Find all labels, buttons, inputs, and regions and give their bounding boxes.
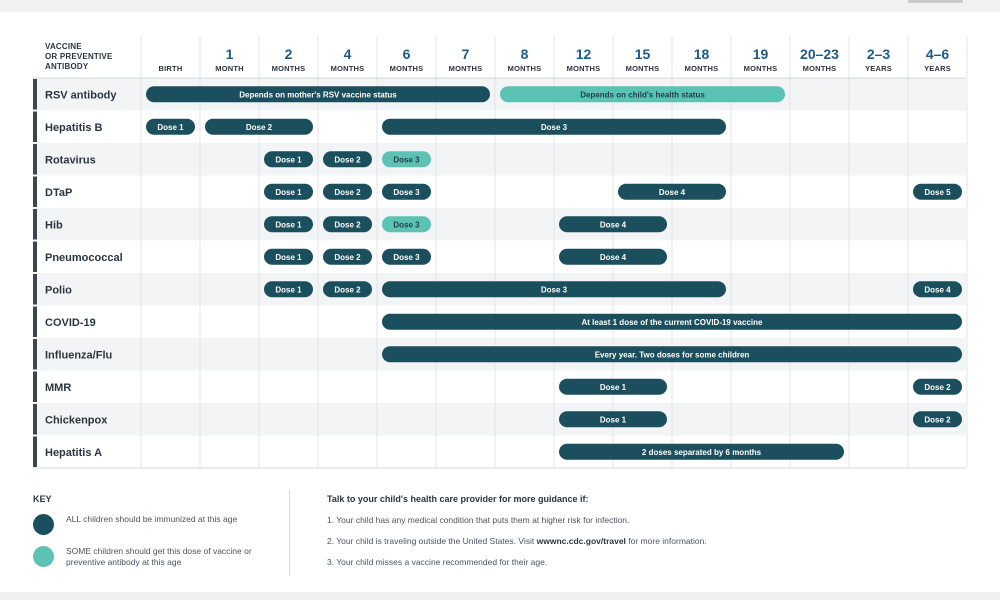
- schedule-bar-label: Dose 2: [924, 415, 951, 425]
- schedule-bar-label: Dose 5: [924, 187, 951, 197]
- guidance-item-2-suffix: for more information.: [625, 536, 707, 546]
- column-header-unit: MONTHS: [566, 64, 601, 73]
- column-header-number: 4–6: [925, 46, 950, 62]
- column-header-number: 1: [225, 46, 234, 62]
- corner-label-line: OR PREVENTIVE: [45, 52, 113, 61]
- legend-item-some: [33, 544, 273, 574]
- schedule-bar-label: Dose 3: [393, 187, 420, 197]
- column-header-number: 15: [634, 46, 651, 62]
- bottom-edge-strip: [0, 592, 1000, 600]
- row-label: DTaP: [45, 186, 73, 199]
- schedule-bar-label: Dose 1: [275, 252, 302, 262]
- column-header-unit: MONTHS: [684, 64, 719, 73]
- schedule-bar-label: Every year. Two doses for some children: [594, 350, 750, 360]
- column-header-number: 8: [520, 46, 529, 62]
- cdc-travel-link[interactable]: wwwnc.cdc.gov/travel: [536, 536, 626, 546]
- row-background: [33, 143, 966, 176]
- corner-label-line: VACCINE: [45, 42, 82, 51]
- column-header-unit: MONTHS: [448, 64, 483, 73]
- schedule-bar-label: Dose 1: [599, 415, 627, 425]
- row-background: [33, 403, 966, 436]
- legend-dot-some-icon: [33, 546, 54, 567]
- schedule-bar-label: Dose 3: [393, 220, 420, 230]
- column-header-number: 19: [752, 46, 769, 62]
- schedule-bar-label: Dose 2: [334, 187, 361, 197]
- column-header-unit: MONTHS: [625, 64, 660, 73]
- column-header-unit: MONTHS: [330, 64, 365, 73]
- guidance-item-2-text: 2. Your child is traveling outside the United States. Visit: [327, 536, 537, 546]
- column-header-unit: MONTH: [215, 64, 244, 73]
- column-header-number: 20–23: [800, 46, 839, 62]
- column-header-unit: YEARS: [865, 64, 892, 73]
- column-header-unit: MONTHS: [802, 64, 837, 73]
- schedule-bar-label: Dose 3: [540, 285, 568, 295]
- column-header-number: 7: [461, 46, 470, 62]
- row-label: Chickenpox: [45, 414, 108, 427]
- schedule-bar-label: Dose 2: [334, 220, 361, 230]
- row-label: MMR: [45, 381, 72, 394]
- legend-key-title: KEY: [33, 494, 52, 504]
- row-label: Rotavirus: [45, 154, 96, 167]
- schedule-bar-label: Dose 2: [334, 155, 361, 165]
- column-header-number: 18: [693, 46, 710, 62]
- row-marker-tab: [33, 112, 37, 143]
- column-header-unit: MONTHS: [743, 64, 778, 73]
- schedule-bar-label: Dose 4: [924, 285, 951, 295]
- schedule-bar-label: Depends on child's health status: [580, 90, 705, 100]
- row-label: Polio: [45, 284, 72, 297]
- schedule-bar-label: Dose 1: [275, 220, 302, 230]
- column-header-unit: BIRTH: [158, 64, 183, 73]
- row-label: Hepatitis A: [45, 446, 103, 459]
- row-label: COVID-19: [45, 316, 96, 329]
- schedule-bar-label: Dose 2: [245, 122, 273, 132]
- schedule-bar-label: Dose 3: [393, 252, 420, 262]
- legend-text-some: SOME children should get this dose of vaccine or preventive antibody at this age: [66, 546, 252, 567]
- row-background: [33, 208, 966, 241]
- row-marker-tab: [33, 79, 37, 110]
- guidance-item-2: [327, 536, 707, 546]
- row-marker-tab: [33, 209, 37, 240]
- legend-text-all: ALL children should be immunized at this age: [66, 514, 238, 524]
- legend-item-all: [33, 512, 273, 542]
- schedule-bar-label: Dose 2: [334, 252, 361, 262]
- guidance-title: Talk to your child's health care provider for more guidance if:: [327, 494, 589, 504]
- column-header-unit: MONTHS: [389, 64, 424, 73]
- schedule-bar-label: 2 doses separated by 6 months: [641, 447, 762, 457]
- row-marker-tab: [33, 177, 37, 208]
- schedule-bar-label: Dose 1: [275, 187, 302, 197]
- schedule-bar-label: Dose 4: [599, 252, 627, 262]
- column-header-unit: YEARS: [924, 64, 951, 73]
- row-label: Hib: [45, 219, 63, 232]
- column-header-number: 2: [284, 46, 293, 62]
- row-marker-tab: [33, 242, 37, 273]
- row-label: Hepatitis B: [45, 121, 103, 134]
- row-marker-tab: [33, 339, 37, 370]
- row-label: RSV antibody: [45, 89, 117, 102]
- footer-divider: [289, 490, 290, 576]
- corner-label-line: ANTIBODY: [45, 62, 89, 71]
- legend-dot-all-icon: [33, 514, 54, 535]
- row-marker-tab: [33, 404, 37, 435]
- column-header-unit: MONTHS: [271, 64, 306, 73]
- row-marker-tab: [33, 307, 37, 338]
- schedule-bar-label: Dose 2: [334, 285, 361, 295]
- row-label: Influenza/Flu: [45, 349, 113, 362]
- schedule-bar-label: Depends on mother's RSV vaccine status: [239, 90, 397, 100]
- schedule-bar-label: Dose 2: [924, 382, 951, 392]
- row-marker-tab: [33, 144, 37, 175]
- column-header-number: 4: [343, 46, 352, 62]
- schedule-bar-label: At least 1 dose of the current COVID-19 vaccine: [581, 317, 763, 327]
- row-label: Pneumococcal: [45, 251, 123, 264]
- column-header-number: 12: [575, 46, 592, 62]
- guidance-item-3: 3. Your child misses a vaccine recommended for their age.: [327, 557, 548, 567]
- schedule-bar-label: Dose 1: [275, 285, 302, 295]
- row-marker-tab: [33, 274, 37, 305]
- column-header-unit: MONTHS: [507, 64, 542, 73]
- schedule-bar-label: Dose 1: [599, 382, 627, 392]
- schedule-bar-label: Dose 4: [599, 220, 627, 230]
- column-header-number: 2–3: [866, 46, 891, 62]
- guidance-item-1: 1. Your child has any medical condition that puts them at higher risk for infection.: [327, 515, 630, 525]
- schedule-bar-label: Dose 1: [275, 155, 302, 165]
- schedule-bar-label: Dose 4: [658, 187, 686, 197]
- schedule-bar-label: Dose 3: [540, 122, 568, 132]
- row-marker-tab: [33, 437, 37, 468]
- row-marker-tab: [33, 372, 37, 403]
- schedule-bar-label: Dose 3: [393, 155, 420, 165]
- schedule-bar-label: Dose 1: [157, 122, 184, 132]
- column-header-number: 6: [402, 46, 411, 62]
